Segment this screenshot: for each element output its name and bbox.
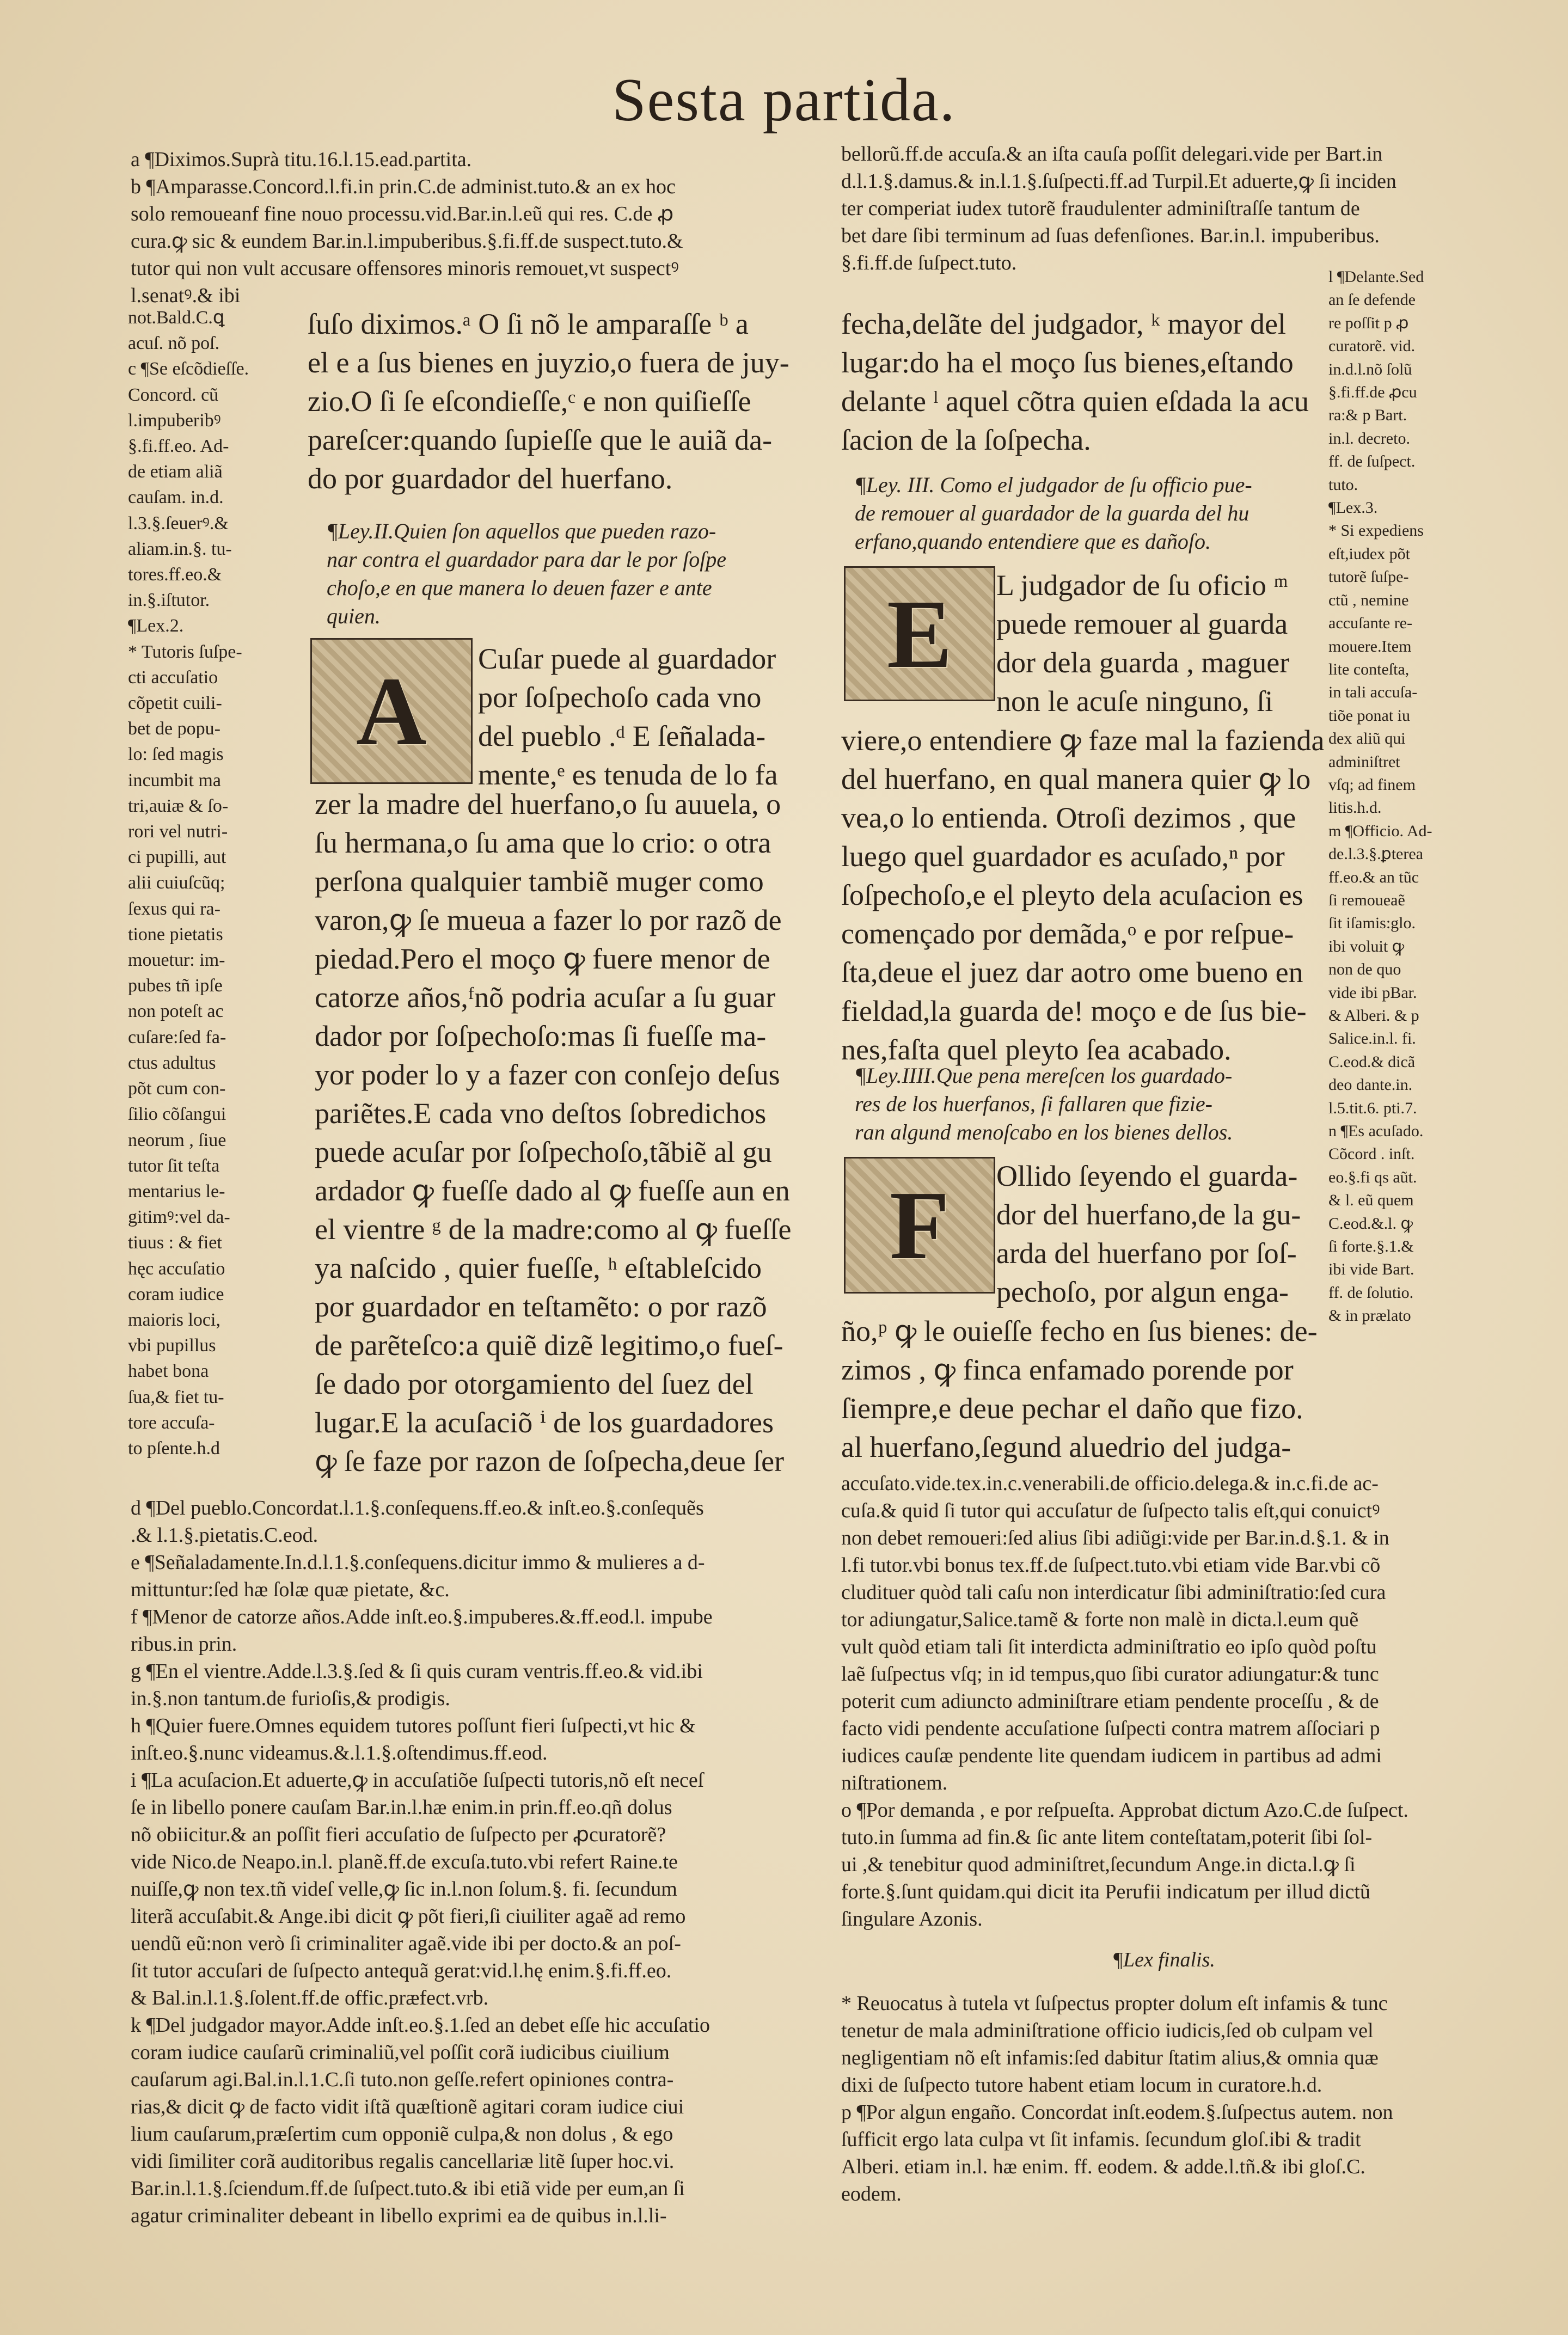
col2-rubric-ley4 — [855, 1062, 1334, 1147]
text-line: Ollido ſeyendo el guarda- — [996, 1160, 1298, 1192]
lex-finalis-label: ¶Lex finalis. — [1112, 1948, 1215, 1971]
text-line: & Alberi. & p — [1328, 1007, 1419, 1025]
text-line: zimos , ꝙ finca enfamado porende por — [841, 1353, 1294, 1386]
text-line: aliam.in.§. tu- — [128, 538, 232, 559]
text-line: tores.ff.eo.& — [128, 565, 222, 585]
text-line: vide ibi pBar. — [1328, 983, 1417, 1002]
text-line: lite conteſta, — [1328, 660, 1410, 678]
text-line: bet de popu- — [128, 719, 220, 739]
left-top-gloss — [131, 146, 817, 309]
text-line: ¶Lex.2. — [128, 616, 184, 636]
text-line: C.eod.& dicã — [1328, 1052, 1416, 1071]
text-line: nar contra el guardador para dar le por ſoſpe — [327, 547, 727, 572]
text-line: l.fi tutor.vbi bonus tex.ff.de ſuſpect.tuto.vbi etiam vide Bar.vbi cõ — [841, 1554, 1381, 1577]
text-line: Alberi. etiam in.l. hæ enim. ff. eodem. & adde.l.tñ.& ibi gloſ.C. — [841, 2155, 1365, 2178]
text-line: l.3.§.ſeuerꝰ.& — [128, 513, 229, 534]
text-line: §.fi.ff.de ſuſpect.tuto. — [841, 252, 1017, 274]
text-line: curatorẽ. vid. — [1328, 337, 1416, 356]
text-line: cauſarum agi.Bal.in.l.1.C.ſi tuto.non geſſe.refert opiniones contra- — [131, 2068, 674, 2091]
text-line: ff. de ſuſpect. — [1328, 452, 1416, 471]
text-line: o ¶Por demanda , e por reſpueſta. Approbat dictum Azo.C.de ſuſpect. — [841, 1799, 1408, 1822]
text-line: fecha,delãte del judgador, ᵏ mayor del — [841, 308, 1287, 340]
text-line: de etiam aliã — [128, 462, 223, 482]
text-line: h ¶Quier fuere.Omnes equidem tutores poſſunt fieri ſuſpecti,vt hic & — [131, 1714, 696, 1737]
right-bottom-gloss-2 — [841, 1990, 1486, 2208]
text-line: ſacion de la ſoſpecha. — [841, 424, 1091, 456]
text-line: in tali accuſa- — [1328, 683, 1418, 702]
text-line: agatur criminaliter debeant in libello exprimi ea de quibus in.l.li- — [131, 2204, 667, 2227]
text-line: ſexus qui ra- — [128, 898, 220, 919]
text-line: d.l.1.§.damus.& in.l.1.§.ſuſpecti.ff.ad Turpil.Et aduerte,ꝙ ſi inciden — [841, 170, 1396, 193]
text-line: ¶Ley.IIII.Que pena mereſcen los guardado- — [855, 1063, 1233, 1088]
text-line: ſu hermana,o ſu ama que lo crio: o otra — [315, 826, 771, 859]
text-line: literã accuſabit.& Ange.ibi dicit ꝙ põt fieri,ſi ciuiliter agaẽ ad remo — [131, 1905, 686, 1928]
text-line: ran algund menoſcabo en los bienes dellos. — [855, 1120, 1233, 1144]
text-line: dor del huerfano,de la gu- — [996, 1198, 1301, 1231]
text-line: el vientre ᵍ de la madre:como al ꝙ fueſſe — [315, 1213, 792, 1246]
text-line: nõ obiicitur.& an poſſit fieri accuſatio de ſuſpecto per ꝓcuratorẽ? — [131, 1823, 666, 1846]
text-line: ſiempre,e deue pechar el daño que fizo. — [841, 1392, 1303, 1425]
text-line: yor poder lo y a fazer con conſejo deſus — [315, 1058, 780, 1091]
text-line: mouere.Item — [1328, 637, 1412, 655]
left-bottom-gloss — [131, 1494, 819, 2229]
text-line: de.l.3.§.ꝑterea — [1328, 845, 1423, 863]
text-line: tutor qui non vult accusare offensores minoris remouet,vt suspectꝰ — [131, 257, 679, 280]
text-line: ff.eo.& an tũc — [1328, 868, 1419, 886]
text-line: cuſa.& quid ſi tutor qui accuſatur de ſuſpecto talis eſt,qui conuictꝰ — [841, 1499, 1380, 1522]
text-line: litis.h.d. — [1328, 799, 1382, 817]
text-line: res de los huerfanos, ſi fallaren que fizie- — [855, 1092, 1212, 1116]
text-line: ſit tutor accuſari de ſuſpecto antequã gerat:vid.l.hę enim.§.fi.ff.eo. — [131, 1959, 672, 1982]
right-top-gloss — [841, 140, 1484, 277]
text-line: tuto. — [1328, 475, 1358, 494]
text-line: perſona qualquier tambiẽ muger como — [315, 865, 764, 898]
text-line: ſe dado por otorgamiento del ſuez del — [315, 1368, 754, 1400]
col1-main-rest — [315, 785, 821, 1481]
text-line: lugar.E la acuſaciõ ⁱ de los guardadores — [315, 1406, 774, 1439]
text-line: ibi vide Bart. — [1328, 1260, 1414, 1279]
text-line: L judgador de ſu oficio ᵐ — [996, 569, 1288, 602]
text-line: g ¶En el vientre.Adde.l.3.§.ſed & ſi quis curam ventris.ff.eo.& vid.ibi — [131, 1660, 703, 1683]
text-line: C.eod.&.l. ꝙ — [1328, 1214, 1413, 1233]
text-line: el e a ſus bienes en juyzio,o fuera de juy- — [308, 346, 789, 379]
col2-main-rest2 — [841, 1312, 1331, 1467]
text-line: tutorẽ ſuſpe- — [1328, 568, 1409, 586]
text-line: gitimꝰ:vel da- — [128, 1207, 230, 1228]
text-line: ſta,deue el juez dar aotro ome bueno en — [841, 956, 1303, 989]
text-line: & l. eũ quem — [1328, 1191, 1414, 1210]
text-line: ¶Ley.II.Quien ſon aquellos que pueden razo- — [327, 519, 716, 543]
text-line: ¶Lex.3. — [1328, 499, 1378, 517]
initial-letter: F — [890, 1171, 950, 1279]
text-line: tiõe ponat iu — [1328, 706, 1410, 725]
col1-main-indent — [478, 640, 821, 794]
page-title: Sesta partida. — [612, 66, 956, 134]
text-line: lium cauſarum,præſertim cum opponiẽ culpa,& non dolus , & ego — [131, 2123, 673, 2146]
text-line: accuſato.vide.tex.in.c.venerabili.de officio.delega.& in.c.fi.de ac- — [841, 1472, 1379, 1495]
text-line: puede remouer al guarda — [996, 608, 1288, 640]
text-line: negligentiam nõ eſt infamis:ſed dabitur ſtatim alius,& omnia quæ — [841, 2046, 1379, 2069]
text-line: Bar.in.l.1.§.ſciendum.ff.de ſuſpect.tuto.& ibi etiã vide per eum,an ſi — [131, 2177, 685, 2200]
text-line: hęc accuſatio — [128, 1258, 225, 1279]
text-line: del huerfano, en qual manera quier ꝙ lo — [841, 763, 1311, 795]
text-line: viere,o entendiere ꝙ faze mal la fazienda — [841, 724, 1325, 757]
text-line: pariẽtes.E cada vno deſtos ſobredichos — [315, 1097, 767, 1130]
text-line: c ¶Se eſcõdieſſe. — [128, 359, 249, 379]
text-line: puede acuſar por ſoſpechoſo,tãbiẽ al gu — [315, 1136, 772, 1168]
text-line: deo dante.in. — [1328, 1076, 1413, 1094]
text-line: cludituer quòd tali caſu non interdicatur ſibi adminiſtratio:ſed cura — [841, 1581, 1386, 1604]
text-line: §.fi.ff.de ꝓcu — [1328, 383, 1417, 402]
text-line: pareſcer:quando ſupieſſe que le auiã da- — [308, 424, 773, 456]
col1-rubric — [327, 517, 817, 630]
text-line: i ¶La acuſacion.Et aduerte,ꝙ in accuſatiõe ſuſpecti tutoris,nõ eſt neceſ — [131, 1769, 704, 1792]
text-line: nuiſſe,ꝙ non tex.tñ videſ velle,ꝙ ſic in.l.non ſolum.§. fi. ſecundum — [131, 1878, 677, 1901]
text-line: coram iudice cauſarũ criminaliũ,vel poſſit corã iudicibus ciuilium — [131, 2041, 670, 2064]
text-line: ff. de ſolutio. — [1328, 1283, 1414, 1302]
text-line: mittuntur:ſed hæ ſolæ quæ pietate, &c. — [131, 1578, 450, 1601]
text-line: tenetur de mala adminiſtratione officio iudicis,ſed ob culpam vel — [841, 2019, 1374, 2042]
text-line: an ſe defende — [1328, 291, 1416, 309]
text-line: to pſente.h.d — [128, 1438, 220, 1458]
text-line: eodem. — [841, 2183, 902, 2205]
text-line: tione pietatis — [128, 924, 223, 945]
text-line: cti accuſatio — [128, 667, 218, 688]
text-line: .& l.1.§.pietatis.C.eod. — [131, 1524, 318, 1547]
text-line: a ¶Diximos.Suprà titu.16.l.15.ead.partita. — [131, 148, 472, 171]
text-line: ſe in libello ponere cauſam Bar.in.l.hæ enim.in prin.ff.eo.qñ dolus — [131, 1796, 672, 1819]
text-line: bellorũ.ff.de accuſa.& an iſta cauſa poſſit delegari.vide per Bart.in — [841, 143, 1383, 166]
text-line: ſua,& fiet tu- — [128, 1387, 224, 1407]
text-line: * Si expediens — [1328, 522, 1424, 540]
col2-rubric-ley3 — [855, 471, 1334, 556]
text-line: f ¶Menor de catorze años.Adde inſt.eo.§.impuberes.&.ff.eod.l. impube — [131, 1605, 713, 1628]
decorated-initial-a — [310, 638, 473, 784]
text-line: neorum , ſiue — [128, 1130, 226, 1150]
text-line: cõpetit cuili- — [128, 693, 222, 714]
text-line: del pueblo .ᵈ E ſeñalada- — [478, 720, 766, 752]
col2-main-indent2 — [996, 1157, 1328, 1311]
left-margin-gloss — [128, 305, 297, 1461]
text-line: ibi voluit ꝙ — [1328, 937, 1405, 955]
text-line: non de quo — [1328, 960, 1401, 979]
text-line: erfano,quando entendiere que es dañoſo. — [855, 529, 1211, 554]
text-line: luego quel guardador es acuſado,ⁿ por — [841, 840, 1285, 873]
text-line: dixi de ſuſpecto tutore habent etiam locum in curatore.h.d. — [841, 2074, 1322, 2097]
text-line: mentarius le- — [128, 1181, 225, 1202]
text-line: pechoſo, por algun enga- — [996, 1276, 1289, 1308]
text-line: ſilio cõſangui — [128, 1104, 226, 1125]
text-line: nes,faſta quel pleyto ſea acabado. — [841, 1033, 1232, 1066]
text-line: forte.§.ſunt quidam.qui dicit ita Perufii indicatum per illud dictũ — [841, 1880, 1370, 1903]
text-line: habet bona — [128, 1361, 209, 1382]
text-line: por guardador en teſtamẽto: o por razõ — [315, 1290, 767, 1323]
text-line: Cuſar puede al guardador — [478, 642, 776, 675]
decorated-initial-f — [844, 1157, 995, 1294]
text-line: mente,ᵉ es tenuda de lo fa — [478, 758, 778, 791]
text-line: eſt,iudex põt — [1328, 544, 1410, 563]
text-line: b ¶Amparasse.Concord.l.fi.in prin.C.de administ.tuto.& an ex hoc — [131, 175, 676, 198]
text-line: d ¶Del pueblo.Concordat.l.1.§.conſequens.ff.eo.& inſt.eo.§.conſequẽs — [131, 1497, 704, 1519]
text-line: eo.§.fi qs aũt. — [1328, 1168, 1417, 1186]
text-line: niſtrationem. — [841, 1772, 948, 1794]
text-line: non poteſt ac — [128, 1001, 224, 1022]
decorated-initial-e — [844, 566, 995, 701]
text-line: §.fi.ff.eo. Ad- — [128, 436, 229, 457]
col2-main-indent1 — [996, 566, 1328, 721]
text-line: ſit iſamis:glo. — [1328, 914, 1416, 933]
text-line: do por guardador del huerfano. — [308, 462, 673, 495]
text-line: * Tutoris ſuſpe- — [128, 641, 242, 662]
right-bottom-gloss — [841, 1470, 1486, 1933]
text-line: varon,ꝙ ſe mueua a fazer lo por razõ de — [315, 904, 782, 936]
text-line: por ſoſpechoſo cada vno — [478, 681, 762, 714]
text-line: lo: ſed magis — [128, 744, 224, 765]
initial-letter: A — [356, 657, 427, 765]
text-line: ya naſcido , quier fueſſe, ʰ eſtableſcido — [315, 1252, 762, 1284]
text-line: zer la madre del huerfano,o ſu auuela, o — [315, 788, 781, 820]
text-line: re poſſit p ꝓ — [1328, 314, 1409, 332]
text-line: bet dare ſibi terminum ad ſuas defenſiones. Bar.in.l. impuberibus. — [841, 224, 1380, 247]
text-line: l.senatꝰ.& ibi — [131, 284, 241, 307]
text-line: tiuus : & fiet — [128, 1233, 222, 1253]
text-line: ter comperiat iudex tutorẽ fraudulenter adminiſtraſſe tantum de — [841, 197, 1360, 220]
text-line: k ¶Del judgador mayor.Adde inſt.eo.§.1.ſed an debet eſſe hic accuſatio — [131, 2014, 710, 2037]
text-line: vſq; ad finem — [1328, 775, 1416, 794]
text-line: ꝙ ſe faze por razon de ſoſpecha,deue ſer — [315, 1445, 785, 1478]
text-line: començado por demãda,ᵒ e por reſpue- — [841, 917, 1294, 950]
text-line: solo remoueanf fine nouo processu.vid.Bar.in.l.eũ qui res. C.de ꝓ — [131, 203, 674, 225]
text-line: cura.ꝙ sic & eundem Bar.in.l.impuberibus.§.fi.ff.de suspect.tuto.& — [131, 230, 683, 253]
text-line: Concord. cũ — [128, 384, 219, 405]
text-line: acuſ. nõ poſ. — [128, 333, 220, 354]
text-line: n ¶Es acuſado. — [1328, 1122, 1424, 1141]
text-line: coram iudice — [128, 1284, 224, 1304]
text-line: ctus adultus — [128, 1052, 216, 1073]
text-line: cuſare:ſed fa- — [128, 1027, 226, 1047]
initial-letter: E — [886, 579, 953, 688]
text-line: ui ,& tenebitur quod adminiſtret,ſecundum Ange.in dicta.l.ꝙ ſi — [841, 1853, 1356, 1876]
text-line: piedad.Pero el moço ꝙ fuere menor de — [315, 942, 770, 975]
text-line: tutor ſit teſta — [128, 1155, 220, 1176]
text-line: not.Bald.C.ꝗ — [128, 308, 225, 328]
text-line: e ¶Señaladamente.In.d.l.1.§.conſequens.dicitur immo & mulieres a d- — [131, 1551, 705, 1574]
text-line: lugar:do ha el moço ſus bienes,eſtando — [841, 346, 1294, 379]
text-line: vult quòd etiam tali ſit interdicta adminiſtratio eo ipſo quòd poſtu — [841, 1635, 1377, 1658]
text-line: l.impuberibꝰ — [128, 410, 221, 431]
text-line: adminiſtret — [1328, 752, 1400, 771]
text-line: vbi pupillus — [128, 1335, 216, 1356]
text-line: tuto.in ſumma ad fin.& ſic ante litem conteſtatam,poterit ſibi ſol- — [841, 1826, 1373, 1849]
text-line: l.5.tit.6. pti.7. — [1328, 1099, 1417, 1117]
text-line: choſo,e en que manera lo deuen fazer e ante — [327, 575, 712, 600]
text-line: vea,o lo entienda. Otroſi dezimos , que — [841, 801, 1296, 834]
text-line: laẽ ſuſpectus vſq; in id tempus,quo ſibi curator adiungatur:& tunc — [841, 1663, 1379, 1686]
text-line: ¶Ley. III. Como el judgador de ſu officio pue- — [855, 473, 1252, 497]
text-line: ſoſpechoſo,e el pleyto dela acuſacion es — [841, 879, 1303, 911]
lex-finalis-heading — [841, 1946, 1486, 1974]
text-line: ſufficit ergo lata culpa vt ſit infamis. ſecundum gloſ.ibi & tradit — [841, 2128, 1361, 2151]
text-line: fieldad,la guarda de! moço e de ſus bie- — [841, 995, 1307, 1027]
text-line: p ¶Por algun engaño. Concordat inſt.eodem.§.ſuſpectus autem. non — [841, 2101, 1393, 2124]
text-line: delante ˡ aquel cõtra quien eſdada la acu — [841, 385, 1309, 418]
text-line: non le acuſe ninguno, ſi — [996, 685, 1273, 718]
text-line: Cõcord . inſt. — [1328, 1145, 1415, 1163]
text-line: catorze años,ᶠnõ podria acuſar a ſu guar — [315, 981, 776, 1014]
text-line: ño,ᵖ ꝙ le ouieſſe fecho en ſus bienes: de- — [841, 1315, 1318, 1347]
text-line: ſi remoueaẽ — [1328, 891, 1405, 909]
text-line: mouetur: im- — [128, 950, 225, 971]
text-line: quien. — [327, 604, 381, 628]
text-line: m ¶Officio. Ad- — [1328, 822, 1432, 840]
text-line: cauſam. in.d. — [128, 487, 224, 508]
text-line: ctũ , nemine — [1328, 591, 1409, 609]
right-margin-gloss — [1328, 266, 1492, 1328]
text-line: maioris loci, — [128, 1309, 220, 1330]
text-line: arda del huerfano por ſoſ- — [996, 1237, 1297, 1270]
text-line: vidi ſimiliter corã auditoribus regalis cancellariæ litẽ ſuper hoc.vi. — [131, 2150, 675, 2173]
text-line: dador por ſoſpechoſo:mas ſi fueſſe ma- — [315, 1020, 767, 1052]
text-line: uendũ eũ:non verò ſi criminaliter agaẽ.vide ibi per docto.& an poſ- — [131, 1932, 681, 1955]
text-line: ardador ꝙ fueſſe dado al ꝙ fueſſe aun en — [315, 1174, 790, 1207]
text-line: ci pupilli, aut — [128, 847, 226, 868]
col2-main-top — [841, 305, 1326, 459]
text-line: non debet remoueri:ſed alius ſibi adiũgi:vide per Bar.in.d.§.1. & in — [841, 1527, 1389, 1549]
text-line: Salice.in.l. fi. — [1328, 1029, 1416, 1048]
text-line: dex aliũ qui — [1328, 730, 1406, 748]
text-line: l ¶Delante.Sed — [1328, 268, 1424, 286]
text-line: rori vel nutri- — [128, 822, 228, 842]
text-line: in.d.l.nõ ſolũ — [1328, 360, 1412, 378]
text-line: ſi forte.§.1.& — [1328, 1237, 1414, 1256]
text-line: ribus.in prin. — [131, 1633, 237, 1656]
text-line: in.l. decreto. — [1328, 429, 1410, 448]
text-line: tor adiungatur,Salice.tamẽ & forte non malè in dicta.l.eum quẽ — [841, 1608, 1359, 1631]
text-line: tri,auiæ & ſo- — [128, 795, 229, 816]
text-line: iudices cauſæ pendente lite quendam iudicem in partibus ad admi — [841, 1744, 1382, 1767]
text-line: in.§.iſtutor. — [128, 590, 210, 611]
text-line: vide Nico.de Neapo.in.l. planẽ.ff.de excuſa.tuto.vbi refert Raine.te — [131, 1850, 678, 1873]
text-line: alii cuiuſcũq; — [128, 873, 225, 893]
text-line: facto vidi pendente accuſatione ſuſpecti contra matrem aſſociari p — [841, 1717, 1380, 1740]
text-line: ra:& p Bart. — [1328, 406, 1407, 425]
text-line: pubes tñ ipſe — [128, 976, 223, 996]
text-line: accuſante re- — [1328, 614, 1413, 633]
text-line: rias,& dicit ꝙ de facto vidit iſtã quæſtionẽ agitari coram iudice ciui — [131, 2095, 684, 2118]
text-line: poterit cum adiuncto adminiſtrare etiam pendente proceſſu , & de — [841, 1690, 1379, 1713]
col2-main-rest1 — [841, 721, 1331, 1069]
text-line: & in prælato — [1328, 1307, 1411, 1325]
text-line: de parẽteſco:a quiẽ dizẽ legitimo,o fueſ- — [315, 1329, 783, 1362]
text-line: põt cum con- — [128, 1078, 226, 1099]
text-line: ſuſo diximos.ᵃ O ſi nõ le amparaſſe ᵇ a — [308, 308, 749, 340]
text-line: ſingulare Azonis. — [841, 1908, 983, 1930]
text-line: & Bal.in.l.1.§.ſolent.ff.de offic.præfect.vrb. — [131, 1987, 489, 2009]
text-line: inſt.eo.§.nunc videamus.&.l.1.§.oſtendimus.ff.eod. — [131, 1742, 548, 1764]
text-line: dor dela guarda , maguer — [996, 646, 1290, 679]
text-line: in.§.non tantum.de furioſis,& prodigis. — [131, 1687, 450, 1710]
text-line: zio.O ſi ſe eſcondieſſe,ᶜ e non quiſieſſe — [308, 385, 751, 418]
text-line: de remouer al guardador de la guarda del hu — [855, 501, 1250, 525]
text-line: incumbit ma — [128, 770, 221, 790]
text-line: al huerfano,ſegund aluedrio del judga- — [841, 1431, 1291, 1463]
col1-main-top — [308, 305, 817, 498]
text-line: * Reuocatus à tutela vt ſuſpectus propter dolum eſt infamis & tunc — [841, 1992, 1388, 2015]
text-line: tore accuſa- — [128, 1412, 215, 1433]
